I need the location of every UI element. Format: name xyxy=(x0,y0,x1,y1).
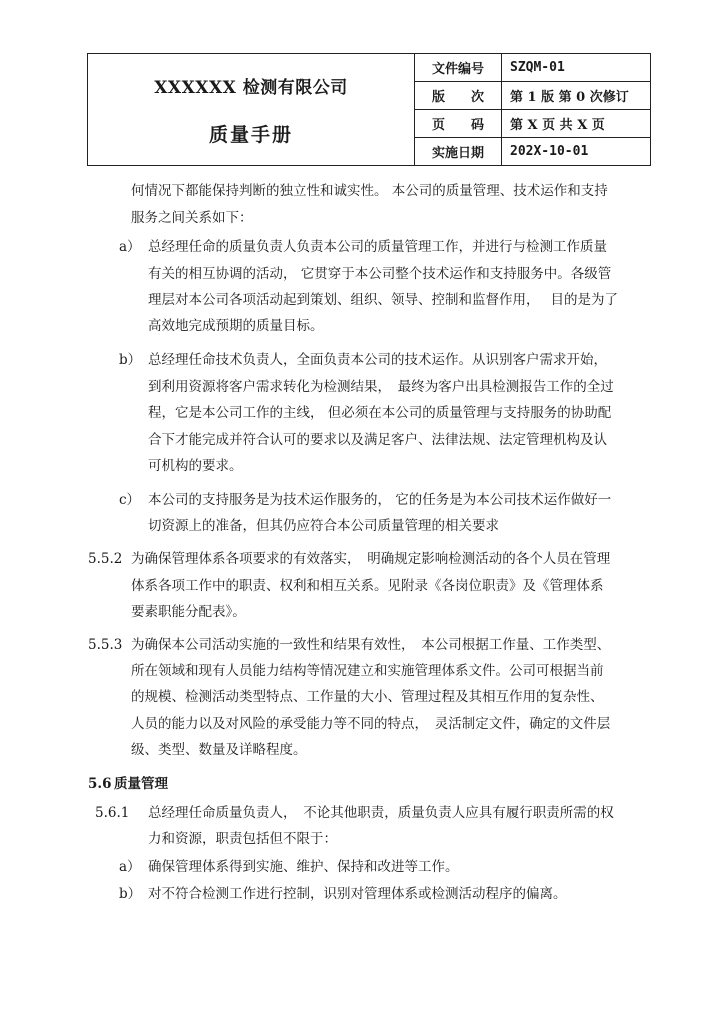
item-b-line: 合下才能完成并符合认可的要求以及满足客户、法律法规、法定管理机构及认 xyxy=(148,432,607,448)
item-561a-text: 确保管理体系得到实施、维护、保持和改进等工作。 xyxy=(148,859,459,875)
item-marker: c） xyxy=(119,492,141,508)
item-b-line: 可机构的要求。 xyxy=(148,458,243,474)
item-marker: a） xyxy=(119,859,141,875)
document-header-table xyxy=(87,53,651,166)
item-a-line: 总经理任命的质量负责人负责本公司的质量管理工作，并进行与检测工作质量 xyxy=(148,239,607,255)
edition-value: 第 1 版 第 0 次修订 xyxy=(502,82,651,110)
item-a-line: 理层对本公司各项活动起到策划、组织、领导、控制和监督作用， 目的是为了 xyxy=(148,292,619,308)
item-b-line: 总经理任命技术负责人，全面负责本公司的技术运作。从识别客户需求开始， xyxy=(148,352,607,368)
sec-552-line: 要素职能分配表》。 xyxy=(131,604,246,620)
item-561b-text: 对不符合检测工作进行控制，识别对管理体系或检测活动程序的偏离。 xyxy=(148,886,567,902)
company-title-cell xyxy=(88,54,415,166)
item-a-line: 高效地完成预期的质量目标。 xyxy=(148,318,324,334)
sec-552-line: 为确保管理体系各项要求的有效落实， 明确规定影响检测活动的各个人员在管理 xyxy=(131,551,611,567)
doc-number-label: 文件编号 xyxy=(415,54,502,82)
item-c-line: 切资源上的准备，但其仍应符合本公司质量管理的相关要求 xyxy=(148,518,499,534)
item-c-line: 本公司的支持服务是为技术运作服务的， 它的任务是为本公司技术运作做好一 xyxy=(148,492,612,508)
company-name: XXXXXX 检测有限公司 xyxy=(154,77,348,98)
sec-561-line: 总经理任命质量负责人， 不论其他职责，质量负责人应具有履行职责所需的权 xyxy=(148,805,614,821)
item-b-line: 到利用资源将客户需求转化为检测结果， 最终为客户出具检测报告工作的全过 xyxy=(148,379,614,395)
intro-line: 何情况下都能保持判断的独立性和诚实性。 本公司的质量管理、技术运作和支持 xyxy=(131,183,608,199)
sec-553-line: 的规模、检测活动类型特点、工作量的大小、管理过程及其相互作用的复杂性、 xyxy=(131,689,604,705)
sec-553-line: 所在领域和现有人员能力结构等情况建立和实施管理体系文件。公司可根据当前 xyxy=(131,663,604,679)
section-number: 5.5.2 xyxy=(88,551,123,567)
effective-date-label: 实施日期 xyxy=(415,138,502,166)
intro-line: 服务之间关系如下： xyxy=(131,210,253,226)
item-b-line: 程，它是本公司工作的主线， 但必须在本公司的质量管理与支持服务的协助配 xyxy=(148,405,612,421)
section-heading-number: 5.6 xyxy=(88,776,112,792)
section-heading-title: 质量管理 xyxy=(114,776,168,792)
sec-553-line: 人员的能力以及对风险的承受能力等不同的特点， 灵活制定文件，确定的文件层 xyxy=(131,716,611,732)
sec-561-line: 力和资源，职责包括但不限于： xyxy=(148,831,337,847)
item-marker: b） xyxy=(119,886,142,902)
item-marker: b） xyxy=(119,352,142,368)
manual-title: 质量手册 xyxy=(208,123,293,146)
sec-552-line: 体系各项工作中的职责、权利和相互关系。见附录《各岗位职责》及《管理体系 xyxy=(131,578,604,594)
page-label: 页 码 xyxy=(415,110,502,138)
sec-553-line: 级、类型、数量及详略程度。 xyxy=(131,742,307,758)
doc-number-value: SZQM-01 xyxy=(502,54,651,82)
sec-553-line: 为确保本公司活动实施的一致性和结果有效性， 本公司根据工作量、工作类型、 xyxy=(131,637,611,653)
section-number: 5.6.1 xyxy=(95,805,130,821)
effective-date-value: 202X-10-01 xyxy=(502,138,651,166)
item-marker: a） xyxy=(119,239,141,255)
section-number: 5.5.3 xyxy=(88,637,123,653)
page-value: 第 X 页 共 X 页 xyxy=(502,110,651,138)
item-a-line: 有关的相互协调的活动， 它贯穿于本公司整个技术运作和支持服务中。各级管 xyxy=(148,266,612,282)
edition-label: 版 次 xyxy=(415,82,502,110)
